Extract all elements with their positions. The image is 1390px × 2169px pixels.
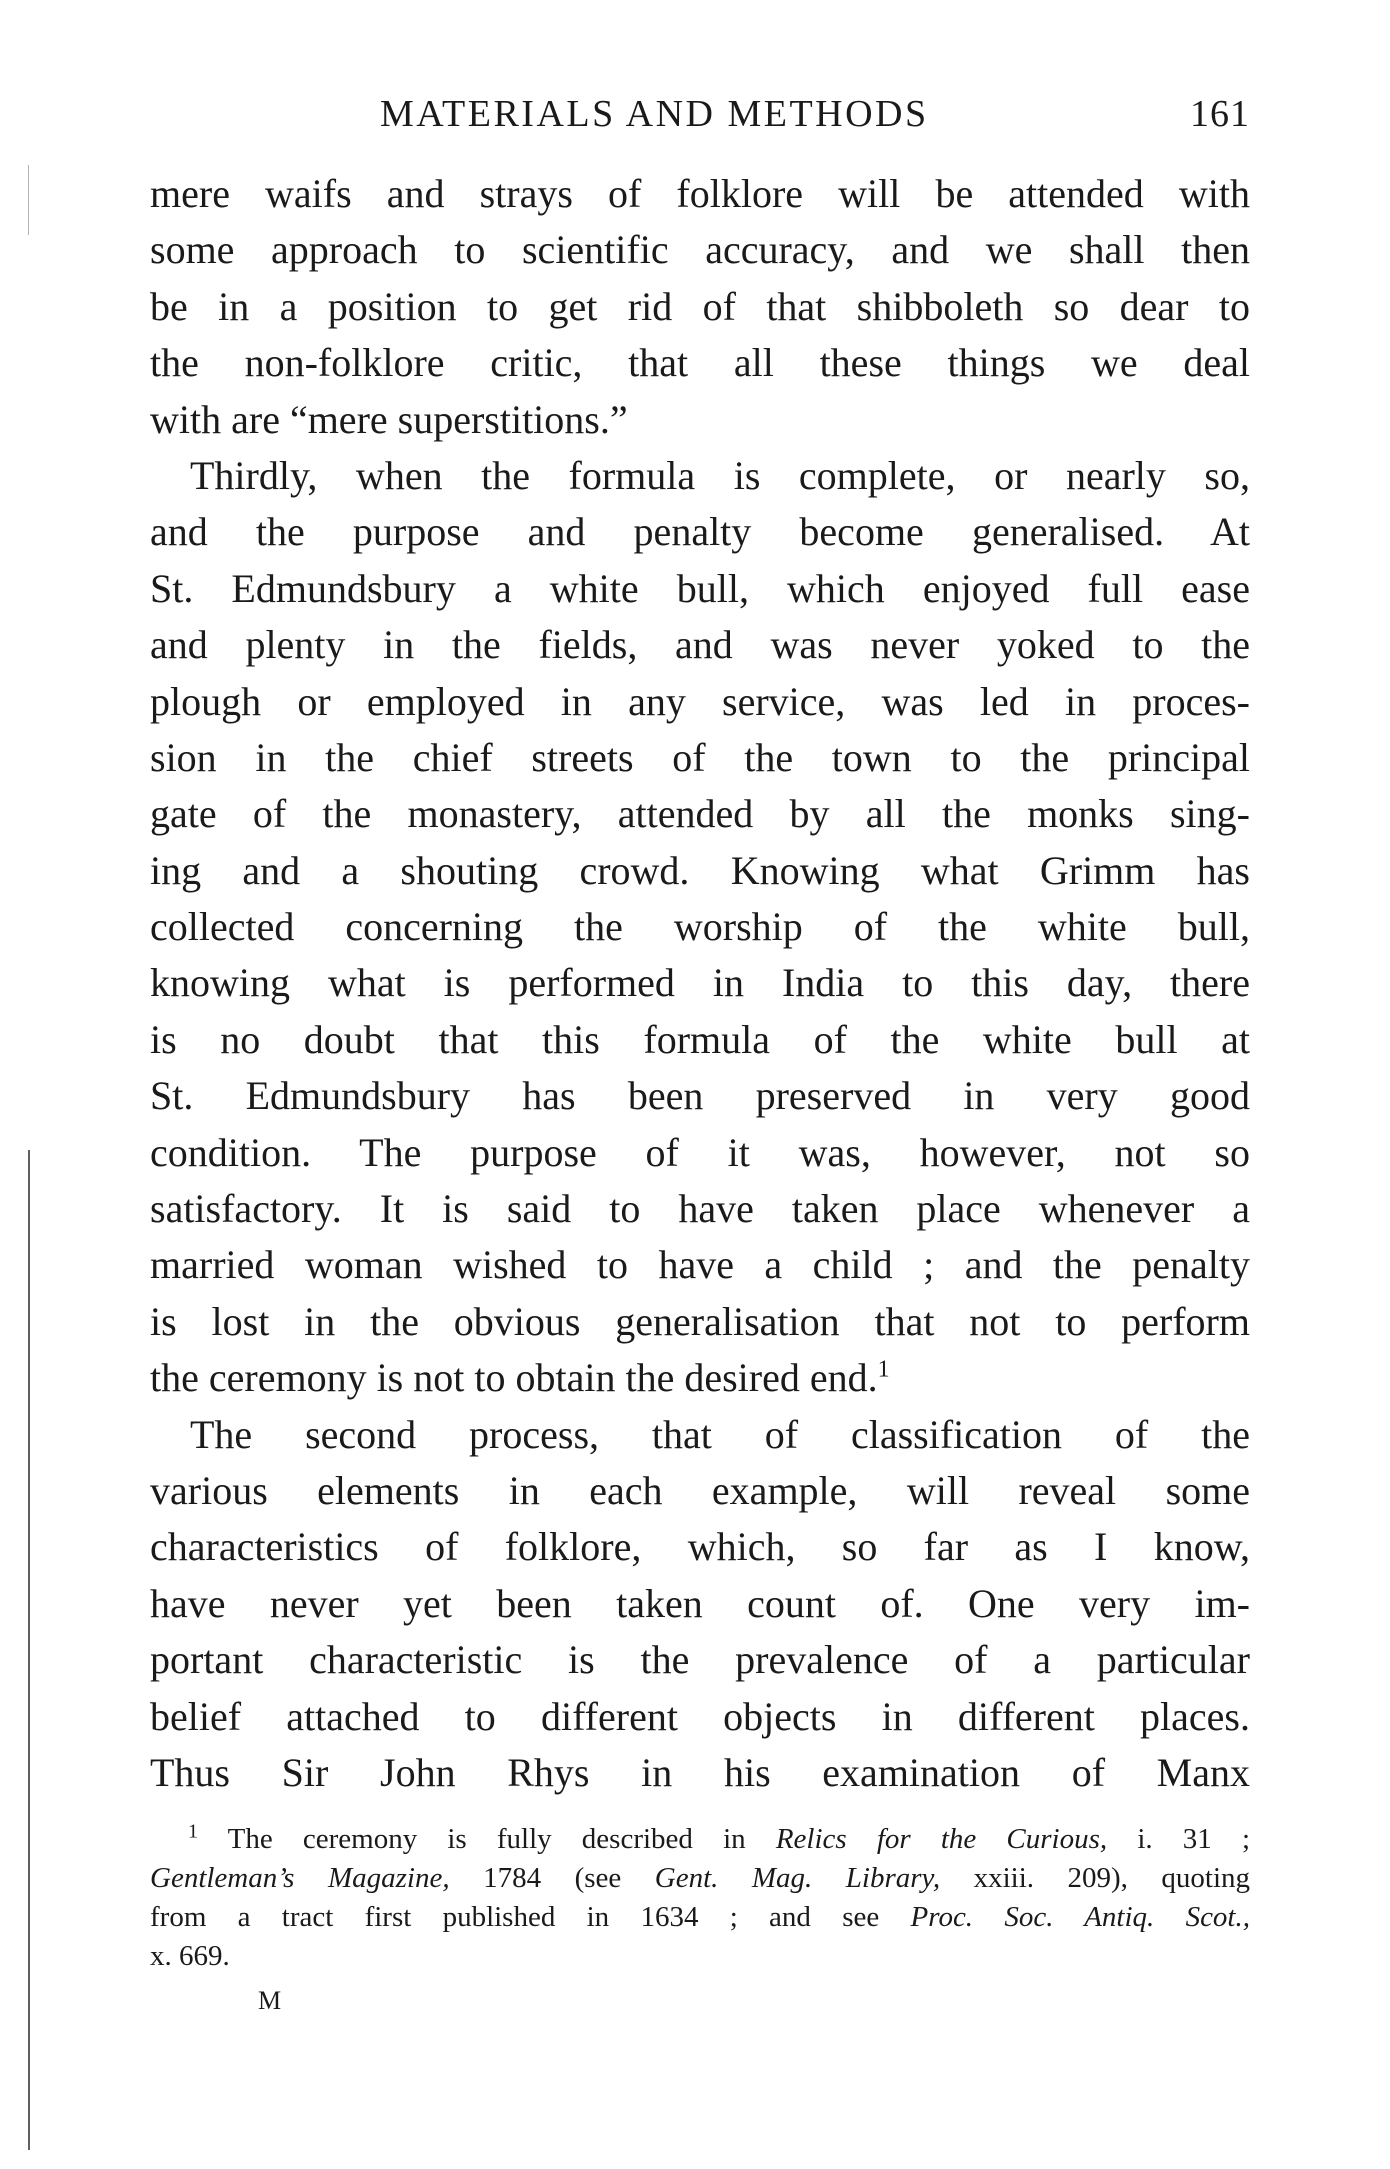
text-line: sion in the chief streets of the town to the principal	[150, 734, 1250, 780]
footnote-title: Proc. Soc. Antiq. Scot.,	[910, 1901, 1250, 1933]
margin-edge-mark	[28, 165, 29, 235]
text-line: and plenty in the fields, and was never yoked to the	[150, 622, 1250, 668]
text-line-with-footnote-ref	[150, 1350, 1250, 1406]
footnote-title: Gent. Mag. Library,	[654, 1862, 941, 1894]
footnote-marker: 1	[188, 1820, 198, 1843]
text-line: is lost in the obvious generalisation that not to perform	[150, 1298, 1250, 1344]
footnote-title: Relics for the Curious,	[775, 1823, 1108, 1855]
running-head: MATERIALS AND METHODS	[380, 93, 929, 135]
page-number: 161	[1190, 93, 1250, 135]
paragraph-start-line: The second process, that of classification of the	[190, 1411, 1250, 1457]
footnote-text: 1784 (see	[449, 1862, 655, 1894]
footnote	[150, 1820, 1250, 1976]
text-line: St. Edmundsbury a white bull, which enjoyed full ease	[150, 565, 1250, 611]
text-line-content: the ceremony is not to obtain the desired end.	[150, 1355, 878, 1401]
footnote-line	[150, 1898, 1250, 1937]
text-line: satisfactory. It is said to have taken place whenever a	[150, 1186, 1250, 1232]
footnote-text: xxiii. 209), quoting	[940, 1862, 1251, 1894]
text-line: married woman wished to have a child ; and the penalty	[150, 1242, 1250, 1288]
text-line: is no doubt that this formula of the white bull at	[150, 1016, 1250, 1062]
footnote-line	[150, 1859, 1250, 1898]
text-line: mere waifs and strays of folklore will be attended with	[150, 171, 1250, 216]
text-line: condition. The purpose of it was, however, not so	[150, 1129, 1250, 1175]
page-header	[150, 92, 1250, 142]
signature-mark: M	[258, 1986, 283, 2015]
text-line: belief attached to different objects in different places.	[150, 1693, 1250, 1739]
text-line: portant characteristic is the prevalence of a particular	[150, 1637, 1250, 1683]
text-line: various elements in each example, will reveal some	[150, 1467, 1250, 1513]
text-line: with are “mere superstitions.”	[150, 396, 628, 442]
text-line: Thus Sir John Rhys in his examination of Manx	[150, 1749, 1250, 1795]
text-line: St. Edmundsbury has been preserved in very good	[150, 1073, 1250, 1119]
text-line: collected concerning the worship of the white bull,	[150, 904, 1250, 950]
footnote-line: x. 669.	[150, 1940, 230, 1972]
text-line: ing and a shouting crowd. Knowing what Grimm has	[150, 847, 1250, 893]
text-line: and the purpose and penalty become generalised. At	[150, 509, 1250, 555]
footnote-text: from a tract first published in 1634 ; and see	[150, 1901, 911, 1933]
text-line: plough or employed in any service, was led in proces-	[150, 678, 1250, 724]
text-line: some approach to scientific accuracy, and we shall then	[150, 227, 1250, 273]
paragraph-start-line: Thirdly, when the formula is complete, or nearly so,	[190, 452, 1250, 498]
footnote-text: The ceremony is fully described in	[227, 1823, 776, 1855]
footnote-title: Gentleman’s Magazine,	[150, 1862, 450, 1894]
footnote-line	[150, 1820, 1250, 1859]
binding-edge-line	[28, 1150, 30, 2150]
text-line: be in a position to get rid of that shibboleth so dear to	[150, 283, 1250, 329]
text-line: characteristics of folklore, which, so far as I know,	[150, 1524, 1250, 1570]
text-line: have never yet been taken count of. One very im-	[150, 1580, 1250, 1626]
footnote-text: i. 31 ;	[1107, 1823, 1251, 1855]
text-line: gate of the monastery, attended by all the monks sing-	[150, 791, 1250, 837]
text-line: the non-folklore critic, that all these things we deal	[150, 340, 1250, 386]
footnote-reference[interactable]: 1	[877, 1356, 890, 1383]
text-line: knowing what is performed in India to this day, there	[150, 960, 1250, 1006]
body-text	[150, 166, 1250, 1801]
